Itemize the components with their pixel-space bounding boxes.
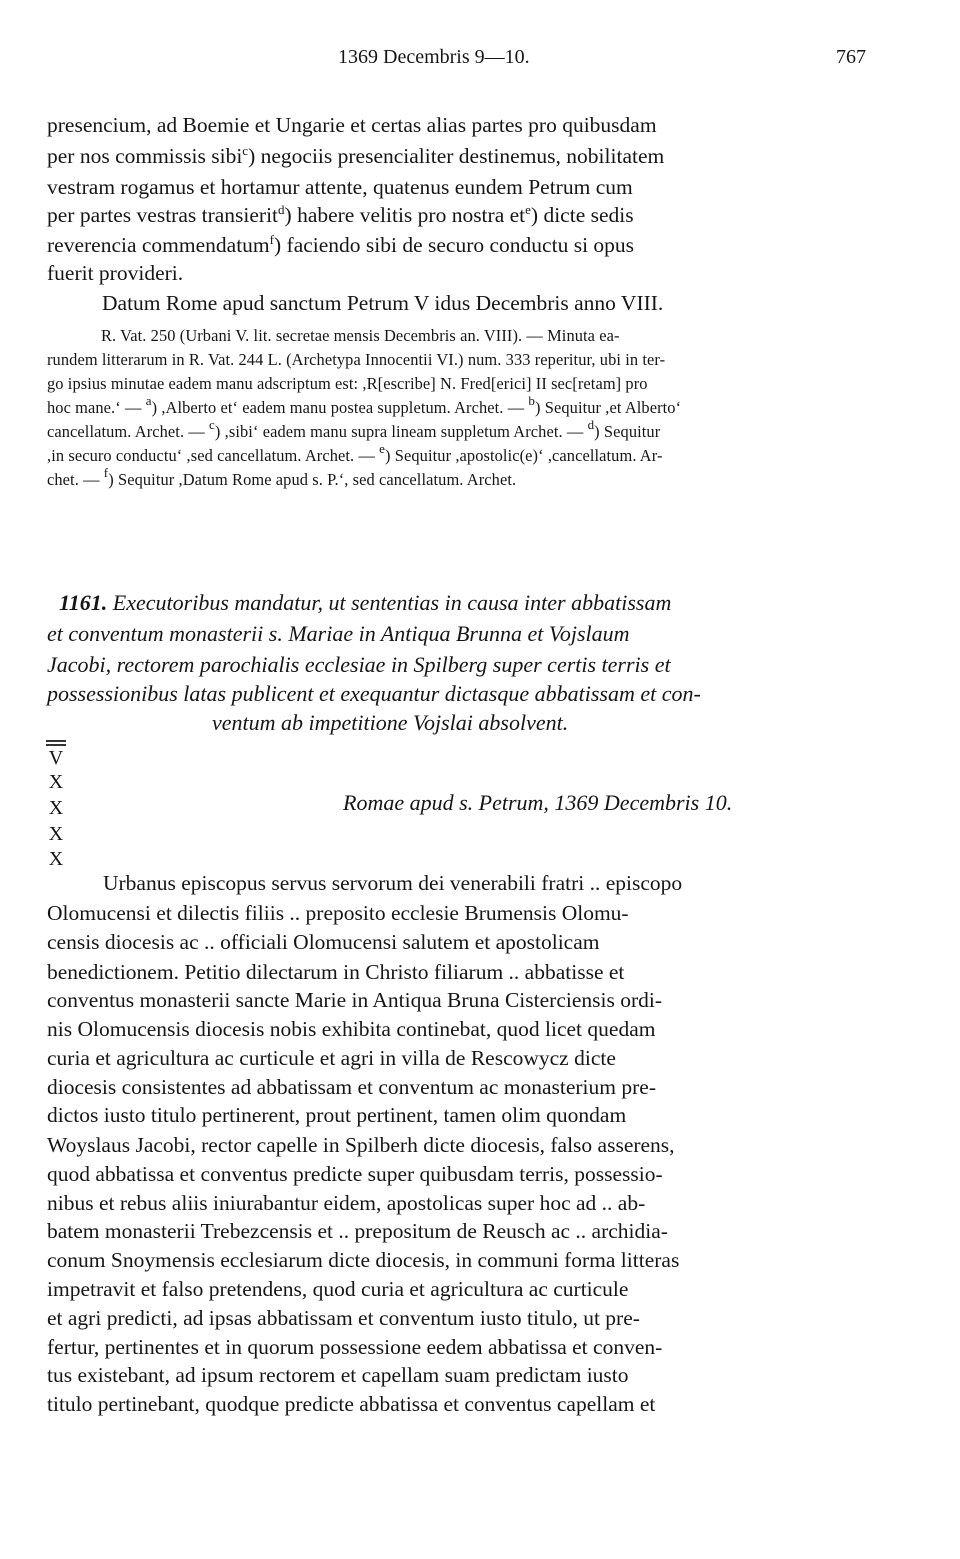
note-line: chet. — $^f$) Sequitur ,Datum Rome apud s. P.‘, sed cancellatum. Archet. (47, 465, 517, 489)
body-line: impetravit et falso pretendens, quod curia et agricultura ac curticule (47, 1277, 629, 1301)
body-line: nis Olomucensis diocesis nobis exhibita continebat, quod licet quedam (47, 1017, 656, 1041)
body-line: curia et agricultura ac curticule et agri in villa de Rescowycz dicte (47, 1046, 616, 1070)
datum-line: Datum Rome apud sanctum Petrum V idus Decembris anno VIII. (102, 291, 664, 315)
document-heading-line: possessionibus latas publicent et exequantur dictasque abbatissam et con- (47, 681, 701, 706)
body-line: titulo pertinebant, quodque predicte abbatissa et conventus capellam et (47, 1392, 656, 1416)
body-line: Olomucensi et dilectis filiis .. preposito ecclesie Brumensis Olomu- (47, 901, 629, 925)
text-line: vestram rogamus et hortamur attente, quatenus eundem Petrum cum (47, 175, 633, 199)
document-heading-line: et conventum monasterii s. Mariae in Antiqua Brunna et Vojslaum (47, 621, 630, 646)
body-line: tus existebant, ad ipsum rectorem et capellam suam predictam iusto (47, 1363, 629, 1387)
body-line: fertur, pertinentes et in quorum possessione eedem abbatissa et conven- (47, 1335, 663, 1359)
body-line: benedictionem. Petitio dilectarum in Christo filiarum .. abbatisse et (47, 960, 625, 984)
text-line: per partes vestras transierit$^d$) habere velitis pro nostra $et^e$) dicte sedis (47, 202, 634, 227)
note-line: rundem litterarum in R. Vat. 244 L. (Archetypa Innocentii VI.) num. 333 reperitur, ubi in ter- (47, 350, 666, 369)
document-heading-line: 1161. Executoribus mandatur, ut sententias in causa inter abbatissam (59, 590, 672, 615)
body-line: dictos iusto titulo pertinerent, prout pertinent, tamen olim quondam (47, 1103, 627, 1127)
running-header: 1369 Decembris 9—10. (338, 46, 530, 68)
document-heading-line: ventum ab impetitione Vojslai absolvent. (212, 710, 569, 735)
note-line: ,in securo conductu‘ ,sed cancellatum. Archet. — $^e$) Sequitur ,apostolic(e)‘ ,cancellatum. Ar- (47, 441, 663, 465)
page-number: 767 (836, 46, 866, 68)
note-line: R. Vat. 250 (Urbani V. lit. secretae mensis Decembris an. VIII). — Minuta ea- (101, 326, 620, 345)
body-line: batem monasterii Trebezcensis et .. prepositum de Reusch ac .. archidia- (47, 1219, 668, 1243)
text-line: per nos commissis sibi$^c$) negociis presencialiter destinemus, nobilitatem (47, 143, 665, 168)
margin-rule (46, 744, 66, 746)
dateline: Romae apud s. Petrum, 1369 Decembris 10. (343, 790, 733, 815)
body-line: conum Snoymensis ecclesiarum dicte diocesis, in communi forma litteras (47, 1248, 680, 1272)
body-line: diocesis consistentes ad abbatissam et conventum ac monasterium pre- (47, 1075, 656, 1099)
body-line: censis diocesis ac .. officiali Olomucensi salutem et apostolicam (47, 930, 600, 954)
margin-mark: X (48, 797, 64, 819)
text-line: reverencia commendatum$^f$) faciendo sibi de securo conductu si opus (47, 232, 635, 257)
document-number: 1161. (59, 590, 108, 615)
note-line: cancellatum. Archet. — $^c$) ,sibi‘ eadem manu supra lineam suppletum Archet. — $^d$) Sequitur (47, 417, 661, 441)
body-line: Urbanus episcopus servus servorum dei venerabili fratri .. episcopo (103, 871, 683, 895)
margin-mark: X (48, 823, 64, 845)
margin-rule (46, 740, 66, 742)
body-line: quod abbatissa et conventus predicte super quibusdam terris, possessio- (47, 1162, 663, 1186)
document-heading-line: Jacobi, rectorem parochialis ecclesiae in Spilberg super certis terris et (47, 652, 671, 677)
body-line: Woyslaus Jacobi, rector capelle in Spilberh dicte diocesis, falso asserens, (47, 1133, 675, 1157)
note-line: hoc mane.‘ — $^a$) ,Alberto et‘ eadem manu postea suppletum. Archet. — $^b$) Sequitur ,et Alberto‘ (47, 393, 682, 417)
body-line: nibus et rebus aliis iniurabantur eidem, apostolicas super hoc ad .. ab- (47, 1191, 646, 1215)
note-line: go ipsius minutae eadem manu adscriptum est: ,R[escribe] N. Fred[erici] II sec[retam] pro (47, 374, 648, 393)
text-line: fuerit provideri. (47, 261, 184, 285)
margin-mark: X (48, 848, 64, 870)
body-line: et agri predicti, ad ipsas abbatissam et conventum iusto titulo, ut pre- (47, 1306, 640, 1330)
text-line: presencium, ad Boemie et Ungarie et certas alias partes pro quibusdam (47, 113, 657, 137)
margin-mark: V (48, 747, 64, 769)
margin-mark: X (48, 771, 64, 793)
body-line: conventus monasterii sancte Marie in Antiqua Bruna Cisterciensis ordi- (47, 988, 662, 1012)
